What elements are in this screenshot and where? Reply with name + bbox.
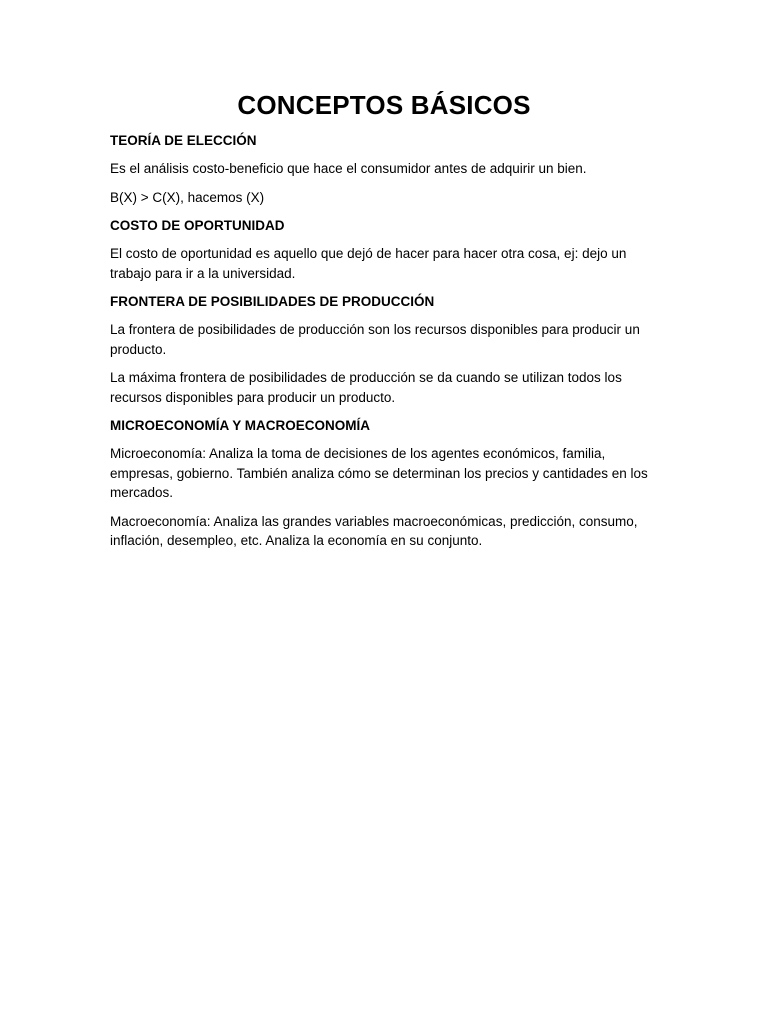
section-paragraph: El costo de oportunidad es aquello que dejó de hacer para hacer otra cosa, ej: dejo un trabajo para ir a la universidad. <box>110 246 627 281</box>
section-costo-oportunidad <box>110 216 658 283</box>
section-frontera-posibilidades <box>110 292 658 407</box>
document-title: CONCEPTOS BÁSICOS <box>237 90 531 120</box>
section-paragraph: Microeconomía: Analiza la toma de decisiones de los agentes económicos, familia, empresas, gobierno. También analiza cómo se determinan los precios y cantidades en los mercados. <box>110 446 648 500</box>
section-heading: COSTO DE OPORTUNIDAD <box>110 218 285 233</box>
section-paragraph: B(X) > C(X), hacemos (X) <box>110 189 265 205</box>
section-paragraph: Es el análisis costo-beneficio que hace el consumidor antes de adquirir un bien. <box>110 161 587 176</box>
section-teoria-eleccion <box>110 131 658 207</box>
section-heading: FRONTERA DE POSIBILIDADES DE PRODUCCIÓN <box>110 294 435 309</box>
section-heading: MICROECONOMÍA Y MACROECONOMÍA <box>110 418 371 433</box>
section-micro-macro <box>110 416 658 551</box>
section-paragraph: Macroeconomía: Analiza las grandes variables macroeconómicas, predicción, consumo, inflación, desempleo, etc. Analiza la economía en su conjunto. <box>110 513 638 548</box>
section-paragraph: La frontera de posibilidades de producción son los recursos disponibles para producir un producto. <box>110 322 640 357</box>
section-paragraph: La máxima frontera de posibilidades de producción se da cuando se utilizan todos los recursos disponibles para producir un producto. <box>110 370 622 405</box>
section-heading: TEORÍA DE ELECCIÓN <box>110 133 257 148</box>
